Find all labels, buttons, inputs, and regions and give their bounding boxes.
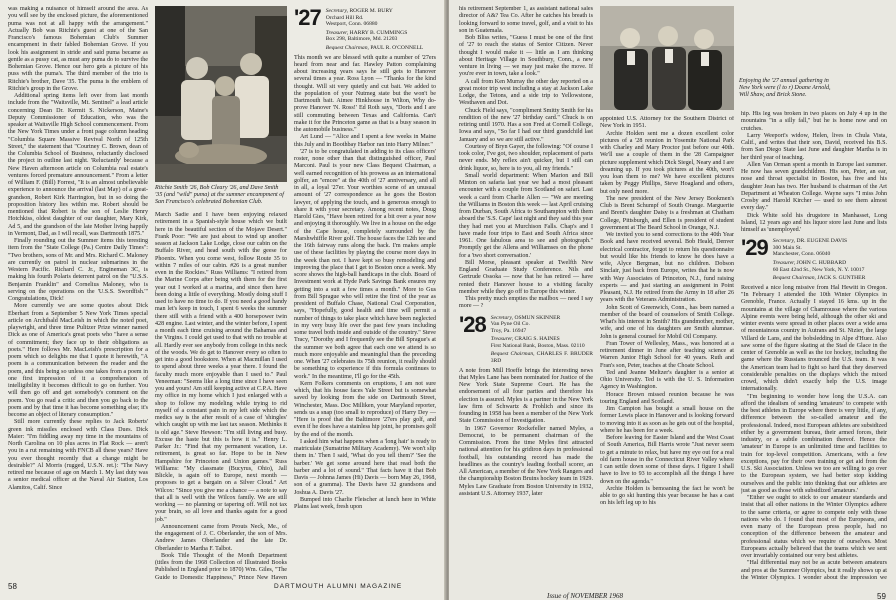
paragraph: '27 is to be congratulated in adding to its class officers' roster, none other than that distinguished officer, Paul Marconi. Paul is your new Class Bequest Chairman, a well earned recognition of his prowess as an international golfer, an "emcee" at the 40th of '27 anniversary, and all in all, a loyal '27er. Your worthies scene of an unusual amount of '27 correspondence as he goes the Boston lawyer, of applying the touch, and is generous enough to share it with your secretary. Among recent notes, Doug Harold Gies, "Have been retired for a bit over a year now and enjoying it thoroughly. We live in a house on the edge of the Cape house, completely surrounded by the Marshwhiffle River golf. The house faces the 12th tee and the 16th fairway runs along the back. I'm makes ample use of these facilities by playing the course more days in the week than not. I have kept so busy remodeling and improving the place that I get to Boston once a week. My score shows the high-ball handicaps in the club. Board of Investment work at Hyde Park Savings Bank ensures my getting into a suit a few times a month." More to Gus from Bill Sprague who will retire the first of the year as president of Buffalo Chase, National Coal Corporation, says, "Hopefully, good health and time will permit a number of things to take place which have been neglected in my very busy life over the past few years including some travel both inside and outside of the country." Steve Tracy, "Dorothy and I frequently see the Bill Sprague's at the summer we both agree that each one we attend is so much more enjoyable and meaningful than the preceding one. When '27 celebrates its 75th reunion, it really should be something to experience if this formula continues to work." In the meantime, I'll go for the 45th.: [294, 148, 436, 380]
left-footer: [8, 582, 438, 592]
paragraph: "I'm beginning to wonder how long the U.S.A. can afford the idealism of sending 'amateurs' to compete with the best athletes in Europe where there is very little, if any, difference between the so-called amateur and the professional. Indeed, most European athletes are subsidized either by a government bureau, their armed forces, their industry, or a subtle combination thereof. Hence the 'amateur' in Europe is an unlimited time and facilities to train for top-level competition. Americans, with a few exceptions, pay for their own training or get aid from the U.S. Ski Association. Unless we too are willing to go over to the European system, we had better stop kidding ourselves and the public into thinking that our athletes are just as good as those with subsidized 'amateurs.': [741, 393, 887, 494]
paragraph: was making a nuisance of himself around the area. As you will see by the enclosed picture, the aforementioned puma was not at all happy with the arrangement." Actually Bob was Ritchie's guest at one of the San Francisco's famous Bohemian Club's Summer encampment in their fabled Bohemian Grove. If you look his assignment in stride and said puma became as gentle as a pussy cat, as must any puma do to survive the Bohemian Grove. Hence our hero gets a picture of his puss with the puma's. The third member of the trio is Ritchie's brother, Dave '35. The puma is the emblem of Ritchie's group in the Grove.: [8, 6, 148, 92]
paragraph: Additional spring items left over from last month include from the "Waitsville, Mt. Sentinel" a lead article concerning Dean Dr. Kermit S. Nickerson, Maine's Deputy Commissioner of Education, who was the speaker at Waitsville High School commencement. From the New York Times under a front page column heading "Columbia Square Massive Revival North of 125th Street," the statement that "Courtney C. Brown, dean of the Columbia School of Business, reluctantly disclosed the project in outline last night. 'Reluctantly' because a New Haven afternoon article on Columbia real estate's ventures forced premature announcement." From a letter of William F. (Bill) Forrest, "It is an almost unbelievable experience to announce the arrival (last May) of a great-grandson, Robert Kirk Harrington, but in so doing the proposition history lies within me. Robert should be mentioned that Robert is the son of Leslie Henry Hotchkiss, oldest daughter of our daughter, Mary Kirk, Ad 5, and the grandson of the late Mother living happily in Vermont, Dad, as I will recall, was Dartmouth 1875.": [8, 93, 148, 237]
class-1927-header: [294, 8, 436, 52]
paragraph: Fran Tower of Wellesley, Mass., was honored at a retirement dinner in June after teaching science at Warren Junior High School for 40 years. Ruth and Fran's son, Peter, teaches at the Choate School.: [600, 340, 734, 369]
reunion-photo: [600, 6, 734, 110]
paragraph: Received a nice long missive from Hal Hewitt in Oregon. "In February I attended the 10th Winter Olympics in Grenoble, France. Actually I stayed 16 kms. up in the mountains at the village of Chamrousse where the various Alpine events were being held, although the other ski and winter events were spread in other places over a wide area of mountainous country in Autrans and St. Nizier, the large Villard de Lans, and the bobsledding in Alpe d'Huez. Also saw some of the figure skating at the Stad de Glace in the center of Grenoble as well as the ice hockey, including the game where the Russians trounced the U.S. team. It was the American team had to fight so hard that they deserved considerable penalties on the displays which the mixed crowd, which didn't exactly help the U.S. image internationally.: [741, 284, 887, 393]
class-number: '29: [741, 235, 768, 261]
paragraph: Art Lund — "Alice and I spent a few weeks in Maine this July and in Boothbay Harbor ran into Harry Milner.": [294, 134, 436, 148]
paragraph: In 1967 Governor Rockefeller named Myles, a Democrat, to be permanent chairman of the Commission. From the time Myles first attracted national attention for his gridiron days in professional football, his outstanding record has made the headlines as the country's leading football scorer, an All American, a member of the New York Rangers and the championship Boston Bruins hockey team in 1929. Myles Law Graduate from Boston University in 1932, assistant U.S. Attorney 1937, later: [459, 425, 593, 497]
class-officers: Secretary, ROGER M. BURY Orchard Hill Rd. Westport, Conn. 06880 Treasurer, HARRY B. CUMMINGS Box 298, Baltimore, Md. 21203 Bequest Chairman, PAUL R. O'CONNELL: [325, 8, 424, 51]
paragraph: "Either we ought to stick to our amateur standards and insist that all other nations in the Winter Olympics adhere to the same criteria, or agree to compete only with those nations who do. I found that most of the Europeans, and even many of the European press people, had no conception of the difference between the amateur and professional status which we require of ourselves. Most Europeans actually believed that the teams which we sent over invariably contained our very best athletes.: [741, 495, 887, 560]
paragraph: Bill Morse, pleasant speaker at Twelfth New England Graduate Study Conference. Nils and Gertrude Ossoka — now that he has retired — have rented their Hanover house to a visiting faculty member while they go off to Europe this winter.: [459, 259, 593, 295]
left-column-2: [155, 212, 287, 580]
paragraph: Still more currently these replies to Jack Roberts' green ink missiles enclosed with Class Dues. Dick Maier: "I'm fiddling away my time in the mountains of North Carolina on 10 plus acres in Flat Rock — aren't you in a rut remaining with FNCB all these years? Have you ever thought recently that a change might be desirable?" Al Morris (rugged, U.S.N. ret.): "The Navy retired me because of age on March 1. My last duty was a senior medical officer at the Naval Air Station, Los Alamitos, Calif. Since: [8, 419, 148, 491]
class-1928-notes: [459, 368, 593, 499]
paragraph: his retirement September 1, as assistant national sales director of A&? Tea Co. After he catches his breath is looking forward to some travel, golf, and a visit to his son in Guatemala.: [459, 6, 593, 34]
paragraph: A call from Ken Murray the other day reported on a great motor trip west including a stay at Jackson Lake Lodge, the Tetons, and a side trip to Yellowstone, Westhaven and Dot.: [459, 78, 593, 107]
class-1929-notes: [741, 285, 887, 581]
issue-title: Issue of NOVEMBER 1968: [547, 592, 624, 600]
page-number: 58: [8, 582, 17, 591]
paragraph: This month we are blessed with quite a number of '27ers heard from near and far. Hawley Patton complaining about increasing years says he still gets to Hanover several times a year. Ross Lyon — "Thanks for the kind thought. Will sit very quietly and cut bait. We added to the population of your Nutmeg state but the won't be Dartmouth bait. Aimee Hinkhouse in Wilton, Why do-prove Hanover 'N. Ross!' Ed Roth says, "Doris and I are still commuting between Texas and California. Can't make it for the Princeton game as that is a busy season in the automobile business.": [294, 54, 436, 134]
paragraph: Allen Van Orman spent a month in Europe last summer. He now has seven grandchildren. His son, Peter, an ear, nose and throat specialist in Boston, has five and his daughter Jean has two. Her husband is chairman of the Art Department at Wheaton College. Wayne says "I miss John Crosby and Harold Kircher — used to see them almost every day.": [741, 161, 887, 212]
class-officers: Secretary, OSMUN SKINNER Van Pyne Oil Co. Troy, Pa. 16947 Treasurer, CRAIG S. HAINES First National Bank, Boston, Mass. 02110 Bequest Chairman, CHARLES F. BRUDER 3RD: [490, 314, 593, 365]
paragraph: Larry Weeport's widow, Helen, lives in Chula Vista, Calif., and writes that their son, David, received his B.S. from San Diego State last June and daughter Martha is in her third year of teaching.: [741, 132, 887, 161]
paragraph: Ted and Jeanne Meltzer's daughter is a senior at Ohio University. Ted is with the U. S. Information Agency in Washington.: [600, 369, 734, 391]
paragraph: We invited you to send corrections to the 40th Year Book and have received several. Bob Heald, Denver electrical contractor, forgot to return his questionnaire but would like his friends to know he does have a wife, Alyce Bergman, but no children. Dobson Sinclair, just back from Europe, writes that he is now with Way Associates of Princeton, N.J., fund raising experts — and just starting an assignment in Point Pleasant, N.J. He retired from the Army in 18 after 26 years with the Veterans Administration.: [600, 232, 734, 304]
paragraph: hip. His leg was broken in two places on July 4 up in the mountains "in a silly fall," but he is home now and on crutches.: [741, 111, 887, 132]
paragraph: Bumped into Charlie Fleischer at lunch here in White Plains last week, fresh upon: [294, 496, 436, 511]
class-number: '28: [459, 311, 486, 337]
right-column-1: [459, 6, 593, 581]
paragraph: Finally rounding out the Summer items this teresting item from the "State College (Pa.) Centre Daily Times": "Two brothers, sons of Mr. and Mrs. Richard C. Maloney are currently on patrol in nuclear submarines in the Western Pacific. Richard C. Jr., Engineman 3C, is making his fourth Polaris deterrent patrol on the "U.S.S. Benjamin Franklin" and Cornelius Maloney, who is serving on the operations on the 'U.S.S. Swordfish.'" Congratulations, Dick!: [8, 238, 148, 302]
paragraph: Horace Brown missed reunion because he was touring England and Scotland.: [600, 391, 734, 405]
class-1929-header: [741, 235, 887, 282]
paragraph: "Hal differential may not be as acute between amateurs and pros at the Summer Olympics, but it really shows up at the Winter Olympics. I wonder about the impression we: [741, 560, 887, 581]
paragraph: Book Title Thought of the Month Department (titles from the 1968 Collection of Illustrated Books Published in England prior to 1870) Wm. Giles, "The Guide to Domestic Happiness," Prince New Haven: [155, 552, 287, 580]
photo-caption: Enjoying the '27 annual gathering in New York were (l to r) Doane Arnold, Will Shaw, and Brick Stone.: [739, 78, 831, 99]
magazine-title: DARTMOUTH ALUMNI MAGAZINE: [274, 583, 403, 590]
paragraph: Before leaving for Easter Island and the West Coast of South America, Bill Harris wrote "Just never seem to get a minute to relax, but have my eye out for a real old farm house in the Connecticut River Valley where I can settle down some of these days. I figure I shall have to live to 93 to accomplish all the things I have down on the agenda.": [600, 435, 734, 485]
left-page: [0, 0, 446, 600]
paragraph: Archie Holden sent me a dozen excellent color pictures of a '28 reunion in Yosemite National Park with Charley and Mary Proctor just before our 40th. We'll use a couple of them in the '28 Campaigner picture supplement which Dick Siegel, Neary and I are dreaming up. If you took pictures at the 40th, won't you loan them to me? We have excellent pictures taken by Peggy Phillips, Steve Hoagland and others, but only need more.: [600, 130, 734, 195]
paragraph: More currently we are some quotes about Dick Eberhart from a September 5 New York Times special article on Archibald MacLeish in which the noted poet, playwright, and three time Pulitzer Prize winner named Dick as one of America's great poets who "have a sense of commitment; they face up to their obligations as poets." Here follows Mr. MacLeish's prescription for a poem which so delights me that I quote it herewith, "A poem is a communication between the reader and the poem, and this being so unless one takes from a poem in one first impression of it a comprehension of intelligibility it becomes difficult to go on further. You will then go off and get somebody's comment on the poem. You go read a critic and then you go back to the poem and by that time it has become something else; it's become an object of literary consumption.": [8, 303, 148, 418]
class-1927-notes-continued: [459, 6, 593, 311]
photo-puma-men: [155, 6, 287, 182]
paragraph: John Scott of Greenwich, Conn., has been named a member of the board of counselors of Smith College. What's his interest in Smith? His grandmother, mother, wife, and one of his daughters are Smith alumnae. John is general counsel for Mobil Oil Company.: [600, 304, 734, 340]
paragraph: Kern Folkers comments on eruptions, I am not sure which, that his house faces Yale Street but is somewhat saved by looking from the side on Dartmouth Street, Winchester, Mass. Doc Milliken, your Maryland reporter, sends us a snap (too small to reproduce) of Harry Dey — "Here is proof that the Baltimore '27ers play golf, and even if he does have a stainless hip joint, he promises golf by the end of the month.: [294, 380, 436, 438]
paragraph: March Sadie and I have been enjoying relaxed retirement in a Spanish-style house which we built here in the beautiful section of the Mojave Desert." Frank Poor: "We are just about to wind up another season at Jackson Lake Lodge, close our cabin on the Buffalo River, and head south with the geese for Phoenix. When you come west, follow Route 35 to within 7 miles of our cabin. #26 is a great number even in the Rockies." Russ Williams: "I retired from the Marine Corps after being with them for the first year out I worked at a marina, and since then have been doing a little of everything. Mostly doing stuff I used to have no time to do. If you need a good handy man let's keep in touch, I spent 6 weeks the summer there still with a friend with a 400 horsepower twin 428 engine. Last winter, and the winter before, I spent a month each time cruising around the Bahamas and the Virgins. I could get used to that with no trouble at all. Hardly ever see anybody from college in this neck of the woods. We do get to Hanover every so often to get into a good bookstore. When at Macmillan I used to spend about three weeks a year there. I found the faculty much more enjoyable than I used to." Paul Veneeman: "Seems like a long time since I have seen you and yours! Am still keeping active at C.P.A. Have my office in my home which I just enlarged with a shop to follow my modeling while trying to rid myself of a constant pain in my left side which the medics say is the after result of a case of 'shingles' which caught up with me last tax season. Methinks it is old age." Steve Hewson: "I'm still living and busy. Excuse the haste but this is how it is." Henry L. Parker Jr.: "Find that my permanent vacation, i.e. retirement, is great so far. Hope to be in New Hampshire for Princeton and Union games." Russ Williams: "My classmate (Bucyrus, Ohio), Jall Blickle, is again off to Europe, next month — proposes to get a bargain on a Silver Cloud." Art Wilcox: "Since you give me a chance — a note to say that all is well with the Wilcox family. We are still working — no planning or tapering off. Will not tax your brain, so all love and thanks again for a good job.": [155, 212, 287, 523]
bohemian-club-photo: [155, 6, 287, 182]
right-column-2: [600, 116, 734, 580]
left-column-3: [294, 6, 436, 581]
paragraph: Archie Holden is bemoaning the fact he won't be able to go ski hunting this year because he has a cast on his left leg up to his: [600, 485, 734, 507]
class-1927-notes: [294, 55, 436, 512]
paragraph: Jim Campion has bought a small house on the former Lewis place in Hanover and is looking forward to moving into it as soon as he gets out of the hospital, where he has been for a week.: [600, 406, 734, 434]
paragraph: Dick White sold his drugstore in Manhasset, Long Island, 12 years ago and his liquor store last June and lists himself as 'unemployed.': [741, 212, 887, 233]
left-column-1: [8, 6, 148, 581]
paragraph: This pretty much empties the mailbox — need I say more — ?: [459, 296, 593, 310]
paragraph: Chuck Field says, "compliment Smitty Smith for his rendition of the new '27 birthday card." Chuck is on retiring until 1970. Has a son Fred at Cornell College, Iowa and says, "So far I had our third grandchild last January and so we are still active.": [459, 107, 593, 143]
class-1928-header: [459, 311, 593, 365]
paragraph: Bob Bliss writes, "Guess I must be one of the first of '27 to reach the status of Senior Citizen. Never thought I would make it — little as I am thinking about Heritage Village in Southbury, Conn., a new venture in living — we may just make the move. If you're ever in town, take a look.": [459, 35, 593, 78]
paragraph: appointed U.S. Attorney for the Southern District of New York in 1951.: [600, 116, 734, 130]
paragraph: Small world department: When Marion and Bill Minton on safaria last year we had a most pleasant encounter with a couple from Scotland on safari. Last week a card from Charlie Allen — "We are meeting the Williams in Boston this week — last April cruising from Durban, South Africa to Southampton with them aboard the 'S.S. Cape' last night and they said this year they had met you at Murchison Falls. Chap's and I have made four trips to East and South Africa since 1961. One fabulous area to see and photograph." Promptly get the Allens and Williamses on the phone for a 'two short conversation.': [459, 172, 593, 259]
paragraph: The new president of the New Jersey Bookmen's Club is Brent Schumpf of South Orange. Marguerite and Brent's daughter Daisy is a freshman at Chatham College, Pittsburgh, and Ellen is president of student government at The Beard School in Orange, N.J.: [600, 195, 734, 231]
class-officers: Secretary, DR. EUGENE DAVIS 300 Main St. Manchester, Conn. 06040 Treasurer, JOHN C. HUBBARD 60 East 42nd St., New York, N. Y. 10017 Bequest Chairman, JACK S. GUNTHER: [772, 238, 866, 282]
paragraph: Announcement came from Prouts Neck, Me., of the engagement of J. C. Oberlander, the son of Mrs. Andrew James Oberlander and the late Dr. Oberlander to Martha F. Talbot.: [155, 523, 287, 552]
right-page: [449, 0, 896, 600]
photo-caption: Ritchie Smith '26, Bob Cleary '26, and Dave Smith '35 (and "wild" puma) at the summer encampment of San Francisco's celebrated Bohemian Club.: [155, 185, 284, 206]
class-1928-notes-continued: [741, 111, 887, 234]
paragraph: Courtesy of Bryn Gayer, the following: "Of course I took color, I've got, two shoulder, replacement of parts never ends. My reflex ain't quicker, but I still can drink liquor, so, here is to you, all my friends.": [459, 143, 593, 172]
photo-three-men: [600, 6, 734, 110]
paragraph: A note from Mill Hoeffe brings the interesting news that Myles Lane has been nominated for Justice of the New York State Supreme Court. He has the endorsement of all four parties and therefore his election is assured. Myles is a partner in the New York law firm of Schwartz & Frohlich and since its founding in 1958 has been a member of the New York State Commission of Investigation.: [459, 367, 593, 425]
paragraph: I asked him what happens when a 'long hair' is ready to matriculate (Sumatrine Military Academy). 'We won't slip them in.' Then I said, 'What do you tell them?' 'See the barber.' We get some around here that read both the barber and a lot of sound." That facts have it that Bob Davis — Johnna James (Hi) Davis — born May 26, 1968, son of a gramma). The Davis have 32 grandsons and Joshua A. Davis '27.: [294, 438, 436, 496]
right-column-3: [741, 111, 887, 581]
page-number: 59: [877, 592, 886, 600]
class-number: '27: [294, 6, 321, 30]
